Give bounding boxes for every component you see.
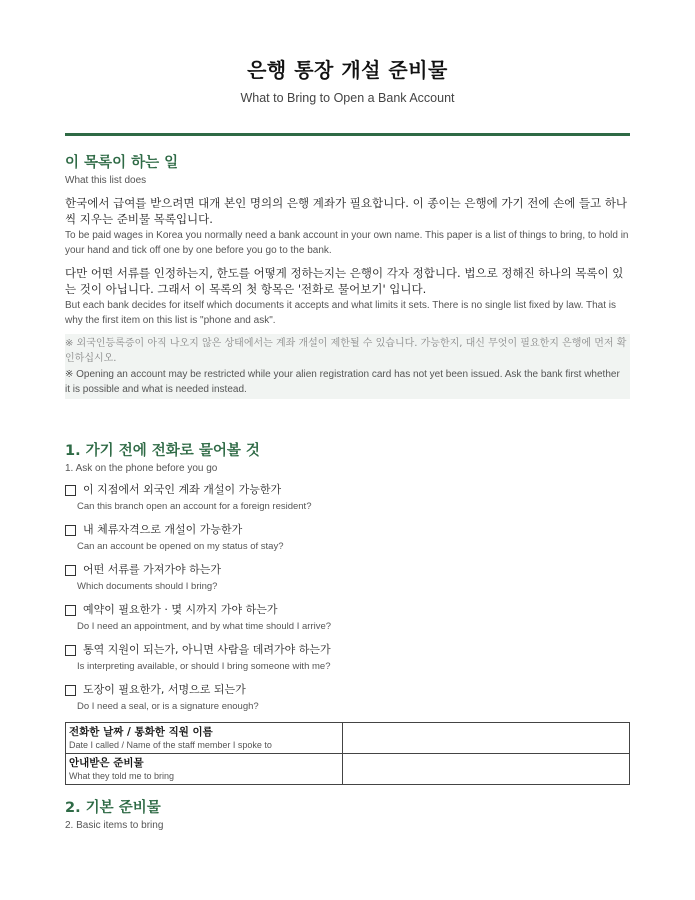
page-subtitle: What to Bring to Open a Bank Account [240, 91, 455, 105]
checkbox[interactable] [65, 605, 76, 616]
checklist-item-en: Do I need a seal, or is a signature enough? [77, 701, 259, 712]
section-heading-en: 2. Basic items to bring [65, 820, 164, 831]
checklist-item [65, 522, 630, 554]
checklist-item-ko: 예약이 필요한가 · 몇 시까지 가야 하는가 [83, 603, 278, 616]
table-label-ko: 안내받은 준비물 [69, 757, 144, 769]
note-ko: ※ 외국인등록증이 아직 나오지 않은 상태에서는 계좌 개설이 제한될 수 있습니다. 가능한지, 대신 무엇이 필요한지 은행에 먼저 확인하십시오. [65, 338, 627, 364]
section-phone [65, 441, 630, 785]
table-label-cell [66, 723, 343, 754]
table-label-en: Date I called / Name of the staff member I spoke to [69, 740, 272, 750]
note-en: ※ Opening an account may be restricted while your alien registration card has not yet been issued. Ask the bank first whether it is possible and what is needed instead. [65, 369, 620, 395]
checklist-item-ko: 어떤 서류를 가져가야 하는가 [83, 563, 222, 576]
checklist-item-en: Do I need an appointment, and by what time should I arrive? [77, 621, 332, 632]
write-in-field[interactable] [343, 754, 630, 785]
checklist-item [65, 682, 630, 714]
table-label-cell [66, 754, 343, 785]
paragraph [65, 195, 630, 258]
note-box [65, 334, 630, 399]
checklist-item [65, 602, 630, 634]
call-record-table [65, 722, 630, 785]
paragraph-en: But each bank decides for itself which documents it accepts and what limits it sets. There is no single list fixed by law. That is why the first item on this list is "phone and ask". [65, 300, 617, 326]
table-row [66, 723, 630, 754]
checklist-item-ko: 통역 지원이 되는가, 아니면 사람을 데려가야 하는가 [83, 643, 331, 656]
paragraph-ko: 다만 어떤 서류를 인정하는지, 한도를 어떻게 정하는지는 은행이 각자 정합니다. 법으로 정해진 하나의 목록이 있는 것이 아닙니다. 그래서 이 목록의 첫 항목은 '전화로 물어보기' 입니다. [65, 266, 624, 296]
table-row [66, 754, 630, 785]
checklist [65, 482, 630, 714]
checklist-item-en: Which documents should I bring? [77, 581, 218, 592]
section-heading: 이 목록이 하는 일 [65, 155, 179, 171]
table-label-en: What they told me to bring [69, 771, 175, 781]
page-title: 은행 통장 개설 준비물 [247, 58, 448, 82]
paragraph-en: To be paid wages in Korea you normally need a bank account in your own name. This paper is a list of things to bring, to hold in your hand and tick off one by one before you go to the bank. [65, 230, 629, 256]
checkbox[interactable] [65, 565, 76, 576]
checkbox[interactable] [65, 485, 76, 496]
section-heading: 1. 가기 전에 전화로 물어볼 것 [65, 443, 260, 459]
write-in-field[interactable] [343, 723, 630, 754]
section-basic [65, 798, 630, 833]
section-intro [65, 153, 630, 399]
checklist-item-ko: 내 체류자격으로 개설이 가능한가 [83, 523, 243, 536]
section-heading: 2. 기본 준비물 [65, 800, 161, 816]
checklist-item [65, 642, 630, 674]
checklist-item-ko: 이 지점에서 외국인 계좌 개설이 가능한가 [83, 483, 282, 496]
checklist-item-ko: 도장이 필요한가, 서명으로 되는가 [83, 683, 246, 696]
checklist-item-en: Is interpreting available, or should I bring someone with me? [77, 661, 331, 672]
paragraph-ko: 한국에서 급여를 받으려면 대개 본인 명의의 은행 계좌가 필요합니다. 이 종이는 은행에 가기 전에 손에 들고 하나씩 지우는 준비물 목록입니다. [65, 196, 628, 226]
checklist-item-en: Can an account be opened on my status of stay? [77, 541, 284, 552]
table-label-ko: 전화한 날짜 / 통화한 직원 이름 [69, 726, 213, 738]
checkbox[interactable] [65, 685, 76, 696]
title-divider [65, 133, 630, 136]
section-heading-en: What this list does [65, 175, 147, 186]
document-page [65, 56, 630, 833]
section-heading-en: 1. Ask on the phone before you go [65, 463, 218, 474]
checklist-item-en: Can this branch open an account for a foreign resident? [77, 501, 312, 512]
checklist-item [65, 562, 630, 594]
checkbox[interactable] [65, 525, 76, 536]
checklist-item [65, 482, 630, 514]
checkbox[interactable] [65, 645, 76, 656]
paragraph [65, 265, 630, 328]
